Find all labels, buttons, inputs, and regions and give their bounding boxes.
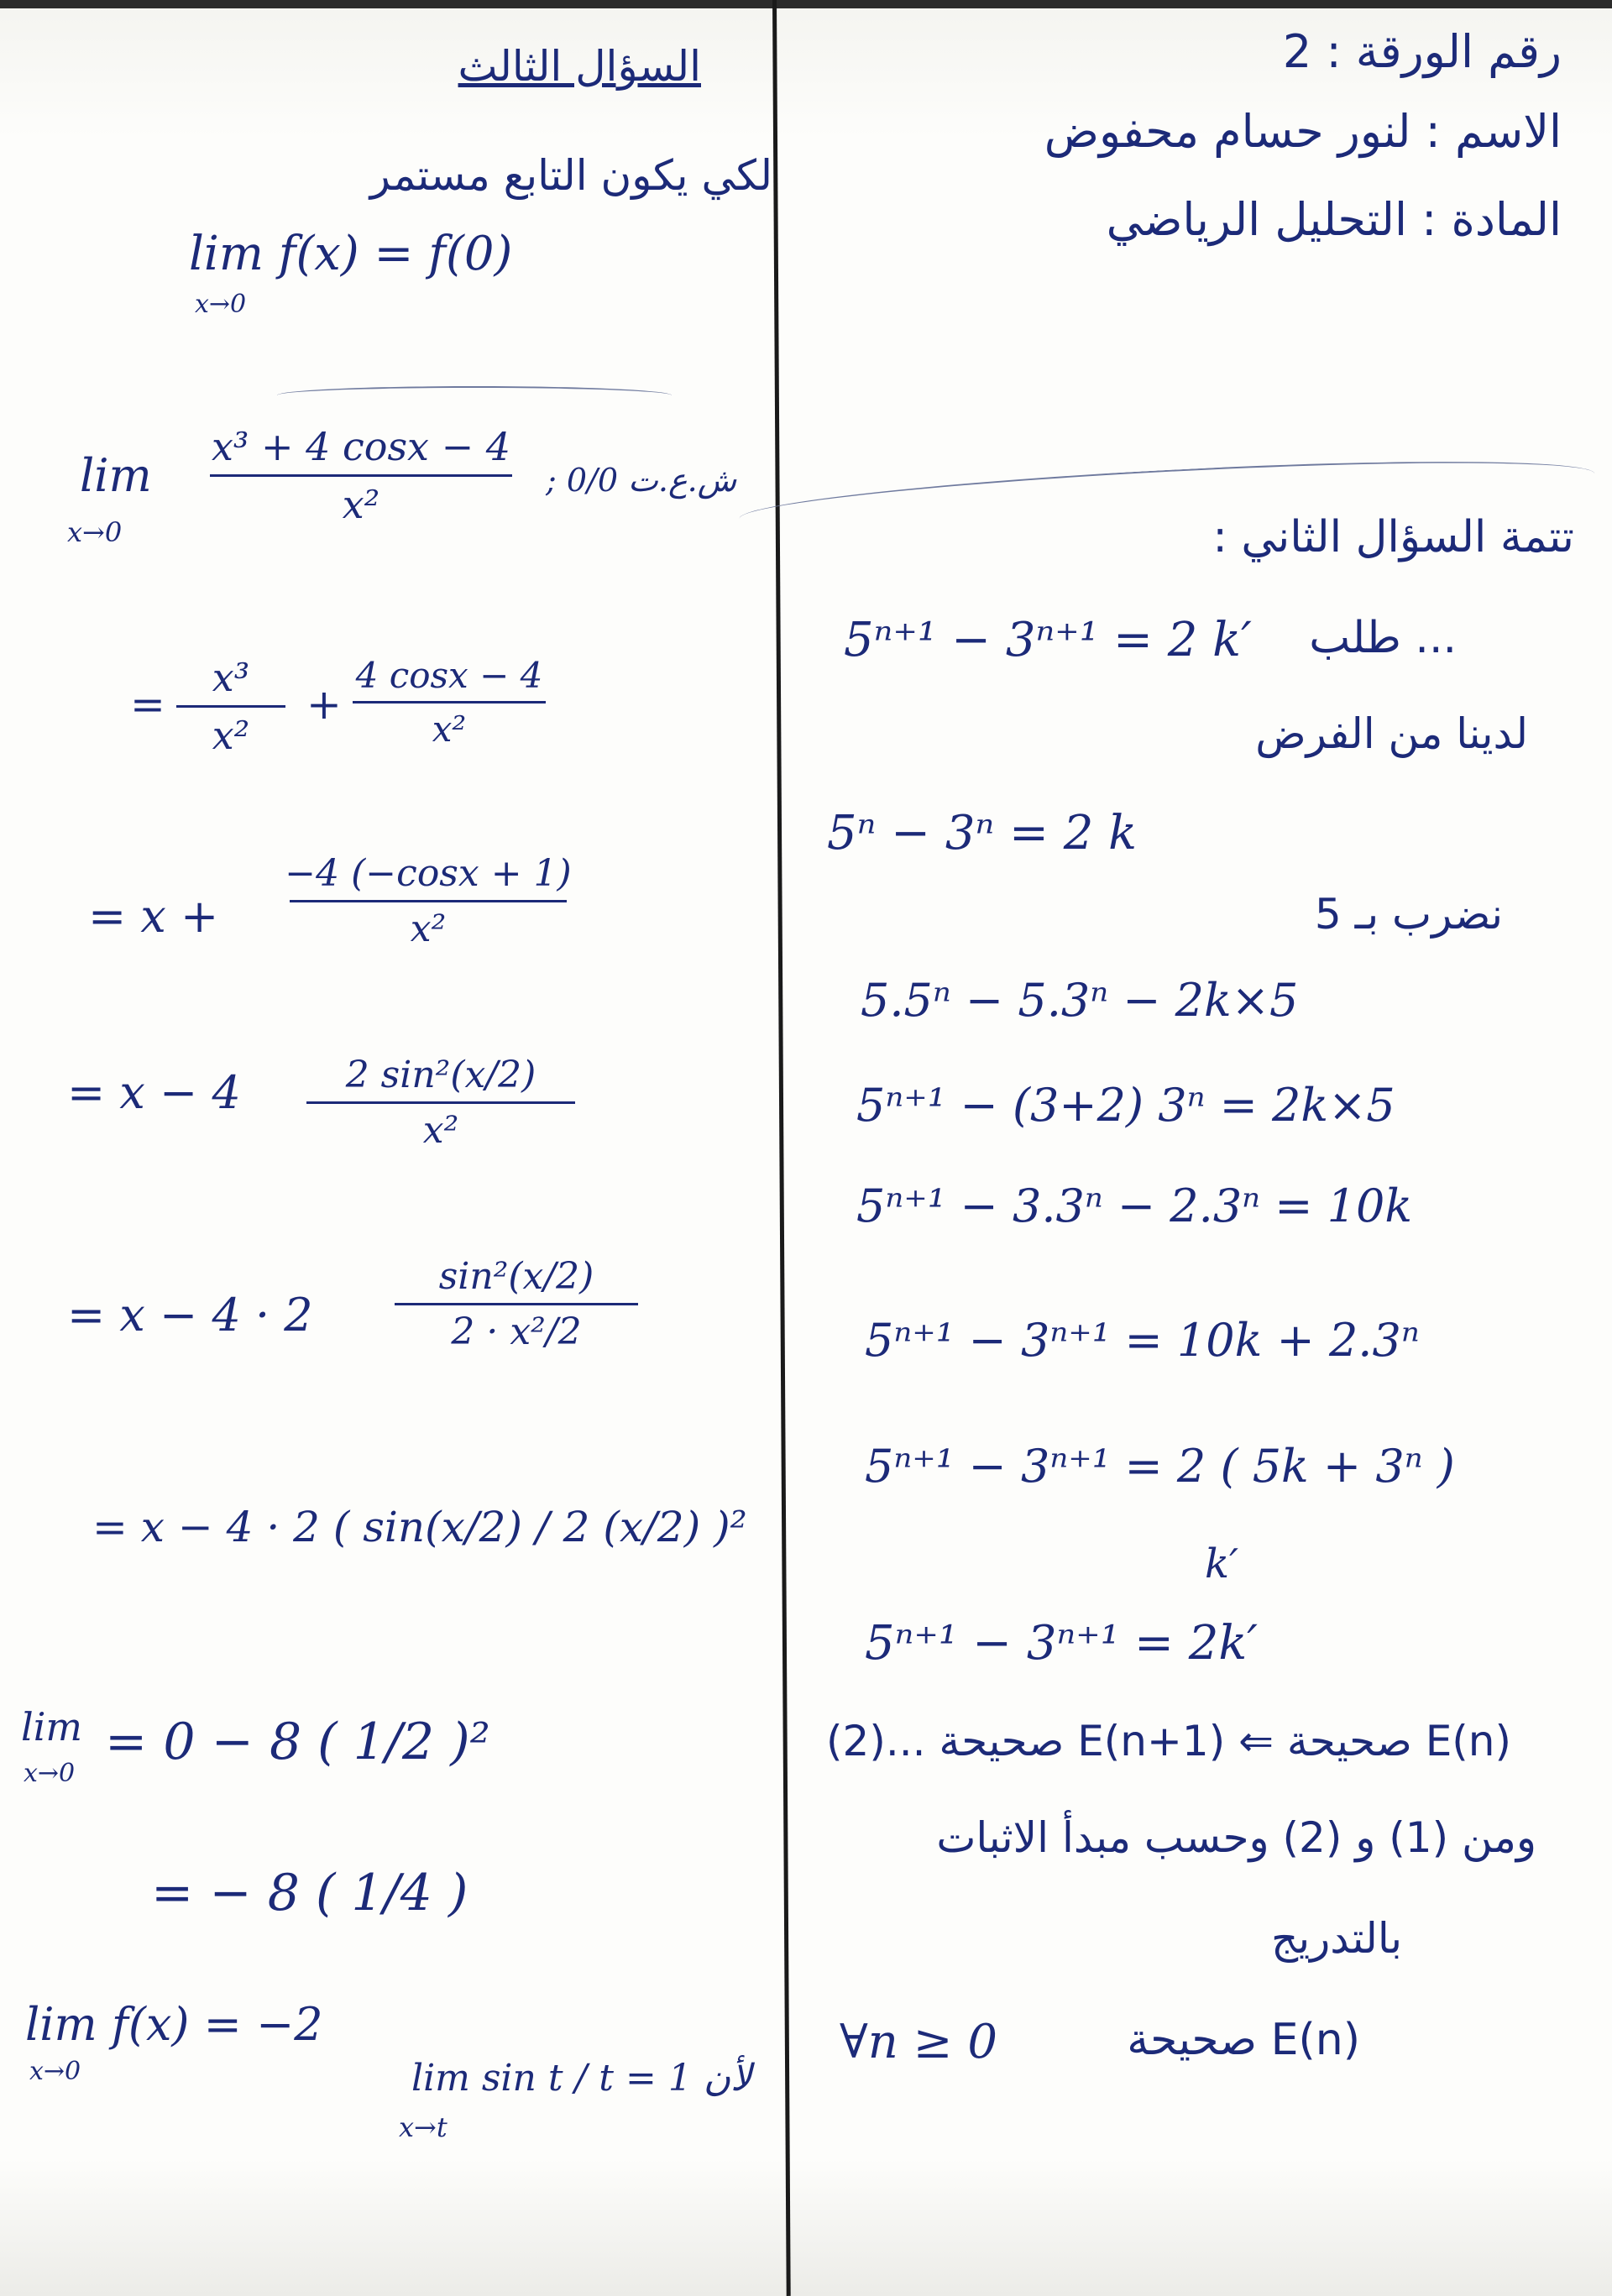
conclusion-quantifier: ∀n ≥ 0 [840, 2015, 998, 2069]
sheet-number: رقم الورقة : 2 [1282, 25, 1562, 78]
proof-line-5: 5ⁿ⁺¹ − 3ⁿ⁺¹ = 2 ( 5k + 3ⁿ ) [865, 1440, 1455, 1493]
step2-fraction [285, 852, 572, 950]
standard-limit-note: lim sin t / t = 1 لأن [411, 2057, 752, 2100]
step1-fraction-a-den: x² [212, 713, 250, 758]
step4-fraction [395, 1255, 638, 1353]
proof-line-5-brace: k′ [1205, 1540, 1238, 1587]
left-section-title: السؤال الثالث [458, 42, 701, 91]
proof-line-6: 5ⁿ⁺¹ − 3ⁿ⁺¹ = 2k′ [865, 1616, 1258, 1671]
step6-lim: lim [21, 1704, 83, 1749]
continuity-limit-sub: x→0 [195, 290, 247, 319]
continuity-limit: lim f(x) = f(0) [189, 227, 513, 281]
final-result: lim f(x) = −2 [25, 1998, 323, 2051]
step1-plus: + [306, 680, 342, 729]
step5: = x − 4 · 2 ( sin(x/2) / 2 (x/2) )² [92, 1503, 747, 1551]
step2-denominator: x² [410, 907, 447, 950]
step2-prefix: = x + [88, 890, 219, 943]
want-label: ... طلب [1309, 613, 1457, 663]
conclusion-1: E(n) صحيحة ⇐ E(n+1) صحيحة ...(2) [825, 1717, 1511, 1765]
step1-fraction-a-num: x³ [212, 655, 250, 700]
student-name: الاسم : لنور حسام محفوض [1044, 105, 1562, 158]
step3-fraction [306, 1054, 575, 1152]
main-limit-numerator: x³ + 4 cosx − 4 [211, 424, 511, 469]
step3-prefix: = x − 4 [67, 1066, 241, 1119]
multiply-label: نضرب بـ 5 [1314, 890, 1503, 939]
step3-denominator: x² [422, 1109, 459, 1152]
conclusion-2: ومن (1) و (2) وحسب مبدأ الاثبات [936, 1813, 1536, 1862]
main-limit-denominator: x² [342, 482, 380, 527]
step7: = − 8 ( 1/4 ) [151, 1864, 468, 1922]
fraction-bar [353, 701, 546, 703]
proof-line-1: 5.5ⁿ − 5.3ⁿ − 2k×5 [861, 974, 1299, 1027]
step4-numerator: sin²(x/2) [438, 1255, 594, 1298]
hypothesis-equation: 5ⁿ − 3ⁿ = 2 k [827, 806, 1138, 860]
main-limit-sub: x→0 [67, 516, 123, 548]
main-limit-label: lim [80, 449, 152, 502]
step4-denominator: 2 · x²/2 [451, 1310, 582, 1353]
conclusion-result: E(n) صحيحة [1127, 2015, 1360, 2065]
proof-line-2: 5ⁿ⁺¹ − (3+2) 3ⁿ = 2k×5 [856, 1079, 1395, 1132]
step6: = 0 − 8 ( 1/2 )² [105, 1713, 490, 1771]
step3-numerator: 2 sin²(x/2) [345, 1054, 536, 1096]
standard-limit-note-sub: x→t [399, 2111, 447, 2143]
main-limit-fraction [210, 424, 512, 527]
fraction-bar [395, 1303, 638, 1305]
step1-fraction-b-den: x² [432, 709, 467, 750]
fraction-bar [210, 474, 512, 477]
step4-prefix: = x − 4 · 2 [67, 1289, 313, 1342]
fraction-bar [176, 705, 285, 708]
fraction-bar [306, 1101, 575, 1104]
step1-fraction-a [176, 655, 285, 758]
final-result-sub: x→0 [29, 2057, 81, 2086]
want-equation: 5ⁿ⁺¹ − 3ⁿ⁺¹ = 2 k′ [844, 613, 1252, 667]
conclusion-3: بالتدريج [1270, 1914, 1402, 1963]
left-separator-line [277, 386, 672, 405]
step6-sub: x→0 [24, 1759, 76, 1788]
proof-line-4: 5ⁿ⁺¹ − 3ⁿ⁺¹ = 10k + 2.3ⁿ [865, 1314, 1420, 1367]
hypothesis-label: لدينا من الفرض [1255, 709, 1528, 758]
top-edge [0, 0, 1612, 8]
right-section-title: تتمة السؤال الثاني : [1212, 512, 1574, 562]
continuity-condition: لكي يكون التابع مستمر [369, 151, 772, 200]
step1-fraction-b [353, 655, 546, 750]
step1-fraction-b-num: 4 cosx − 4 [355, 655, 543, 696]
subject: المادة : التحليل الرياضي [1106, 193, 1562, 246]
step1-equals: = [130, 680, 165, 729]
step2-numerator: −4 (−cosx + 1) [285, 852, 572, 895]
proof-line-3: 5ⁿ⁺¹ − 3.3ⁿ − 2.3ⁿ = 10k [856, 1179, 1413, 1232]
indeterminate-form: ; 0/0 ش.ع.ت [546, 462, 737, 499]
fraction-bar [290, 900, 567, 902]
